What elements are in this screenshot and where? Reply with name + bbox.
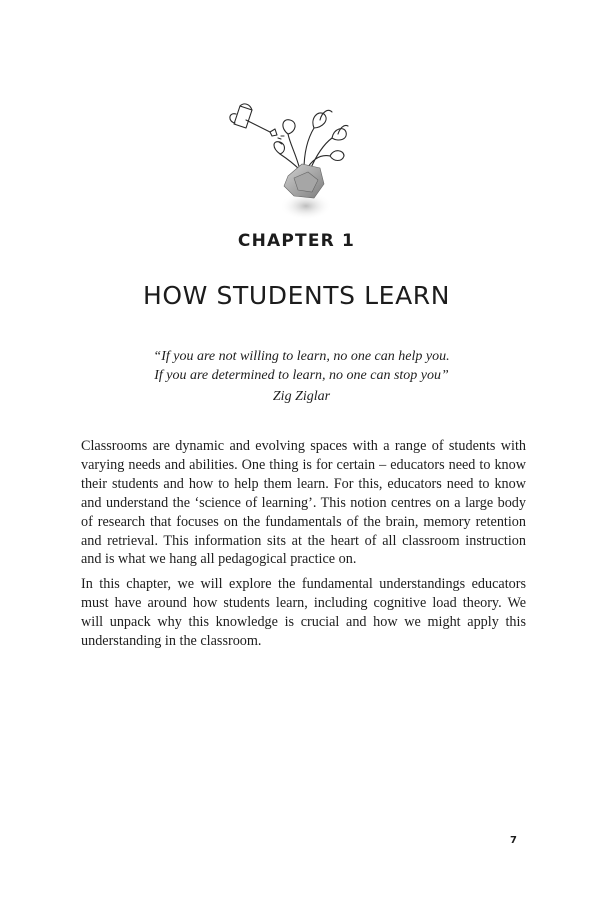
epigraph-line-2: If you are determined to learn, no one can stop you” xyxy=(154,368,449,383)
body-text xyxy=(81,437,526,657)
epigraph xyxy=(81,347,522,406)
paragraph-2: In this chapter, we will explore the fundamental understandings educators must have around how students learn, including cognitive load theory. We will unpack why this knowledge is crucial and how we might apply this understanding in the classroom. xyxy=(81,576,526,650)
chapter-title: HOW STUDENTS LEARN xyxy=(142,281,451,310)
epigraph-line-1: “If you are not willing to learn, no one can help you. xyxy=(153,349,450,364)
watering-can-plant-icon xyxy=(220,98,360,226)
paragraph-1: Classrooms are dynamic and evolving spaces with a range of students with varying needs and abilities. One thing is for certain – educators need to know their students and how to help them learn. For this, educators need to know and understand the ‘science of learning’. This notion centres on a large body of research that focuses on the fundamentals of the brain, memory retention and retrieval. This information sits at the heart of all classroom instruction and is what we hang all pedagogical practice on. xyxy=(81,438,526,568)
epigraph-author: Zig Ziglar xyxy=(272,389,331,404)
page-number: 7 xyxy=(510,835,517,846)
chapter-label: CHAPTER 1 xyxy=(237,231,356,251)
